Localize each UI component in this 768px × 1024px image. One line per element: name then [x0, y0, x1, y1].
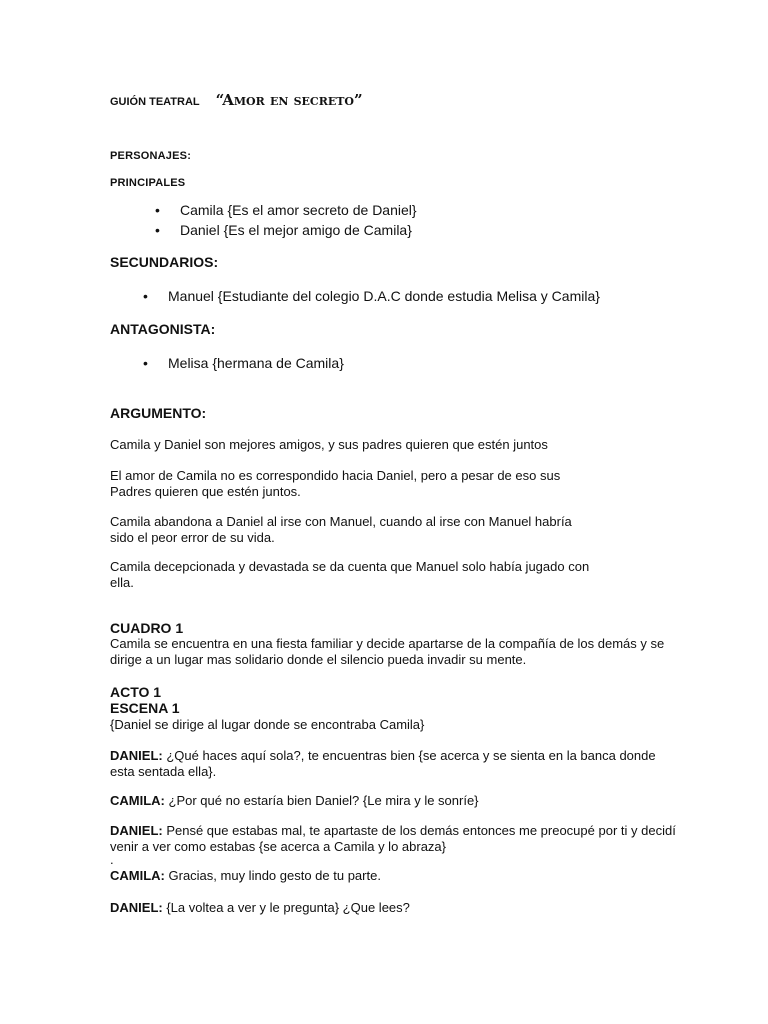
dialogue-line: CAMILA: ¿Por qué no estaría bien Daniel? {Le mira y le sonríe} — [110, 793, 479, 808]
dialogue-line: DANIEL: Pensé que estabas mal, te apartaste de los demás entonces me preocupé por ti y decidí venir a ver como estabas {se acerca a Camila y lo abraza} . — [110, 823, 676, 867]
play-title: “Amor en secreto” — [215, 91, 363, 109]
principales-heading: PRINCIPALES — [110, 177, 186, 189]
bullet-icon: • — [143, 288, 148, 304]
list-item: • Manuel {Estudiante del colegio D.A.C donde estudia Melisa y Camila} — [143, 288, 600, 304]
cuadro-description: Camila se encuentra en una fiesta familiar y decide apartarse de la compañía de los demás y se dirige a un lugar mas solidario donde el silencio pueda invadir su mente. — [110, 636, 665, 667]
antagonista-heading: ANTAGONISTA: — [110, 321, 216, 337]
script-title — [110, 91, 363, 110]
acto-heading: ACTO 1 — [110, 684, 162, 700]
list-item: • Daniel {Es el mejor amigo de Camila} — [155, 222, 412, 238]
speaker-name: CAMILA: — [110, 868, 165, 883]
argumento-paragraph-3: Camila abandona a Daniel al irse con Manuel, cuando al irse con Manuel habría sido el peor error de su vida. — [110, 514, 572, 545]
antagonista-list — [143, 353, 344, 373]
speaker-name: DANIEL: — [110, 748, 163, 763]
principales-list — [155, 200, 417, 240]
argumento-paragraph-4: Camila decepcionada y devastada se da cuenta que Manuel solo había jugado con ella. — [110, 559, 590, 590]
argumento-paragraph-1: Camila y Daniel son mejores amigos, y sus padres quieren que estén juntos — [110, 437, 548, 452]
dialogue-line: DANIEL: {La voltea a ver y le pregunta} ¿Que lees? — [110, 900, 410, 915]
list-item: • Camila {Es el amor secreto de Daniel} — [155, 202, 417, 218]
stage-direction: {Daniel se dirige al lugar donde se encontraba Camila} — [110, 717, 425, 732]
personajes-heading: PERSONAJES: — [110, 150, 192, 162]
secundarios-heading: SECUNDARIOS: — [110, 254, 219, 270]
dialogue-line: CAMILA: Gracias, muy lindo gesto de tu parte. — [110, 868, 381, 883]
list-item: • Melisa {hermana de Camila} — [143, 355, 344, 371]
title-label: GUIÓN TEATRAL — [110, 96, 200, 108]
escena-heading: ESCENA 1 — [110, 700, 180, 716]
argumento-paragraph-2: El amor de Camila no es correspondido hacia Daniel, pero a pesar de eso sus Padres quieren que estén juntos. — [110, 468, 561, 499]
argumento-heading: ARGUMENTO: — [110, 405, 207, 421]
bullet-icon: • — [155, 202, 160, 218]
speaker-name: DANIEL: — [110, 823, 163, 838]
dialogue-line: DANIEL: ¿Qué haces aquí sola?, te encuentras bien {se acerca y se sienta en la banca donde esta sentada ella}. — [110, 748, 656, 779]
bullet-icon: • — [143, 355, 148, 371]
speaker-name: DANIEL: — [110, 900, 163, 915]
secundarios-list — [143, 286, 600, 306]
bullet-icon: • — [155, 222, 160, 238]
cuadro-heading: CUADRO 1 — [110, 620, 184, 636]
speaker-name: CAMILA: — [110, 793, 165, 808]
